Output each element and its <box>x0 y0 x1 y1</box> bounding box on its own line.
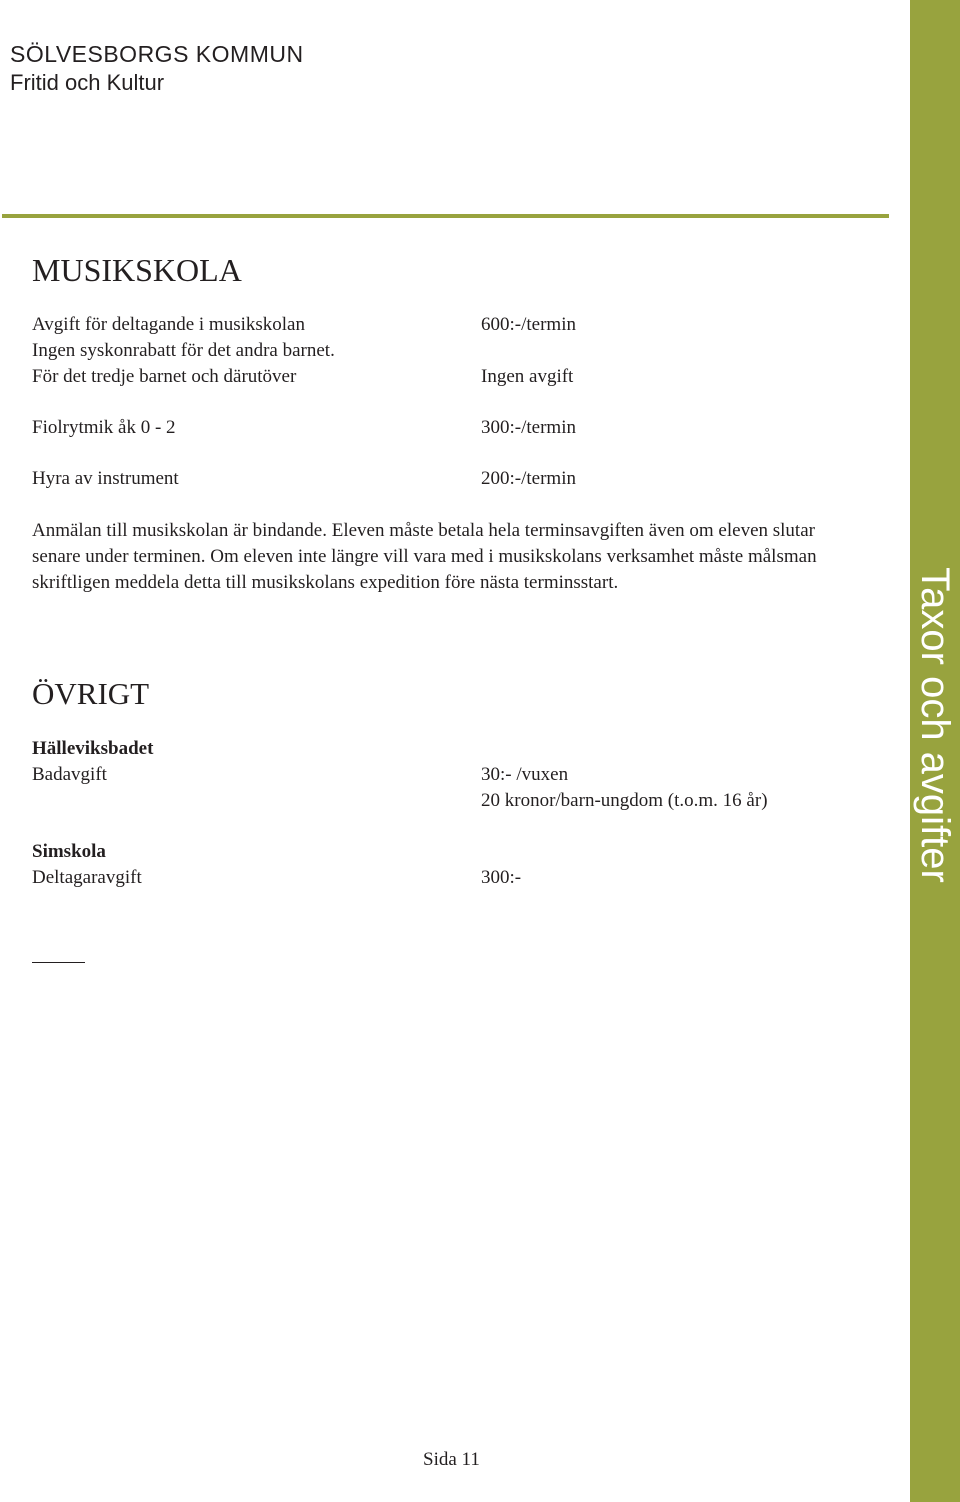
document-header <box>10 40 304 98</box>
fee-label: Avgift för deltagande i musikskolan <box>32 314 305 335</box>
registration-notice: Anmälan till musikskolan är bindande. Eleven måste betala hela terminsavgiften även om eleven slutar senare under terminen. Om eleven inte längre vill vara med i musikskolans verksamhet måste målsman skriftligen meddela detta till musikskolans expedition före nästa terminsstart. <box>32 520 817 593</box>
fee-value: 600:-/termin <box>481 314 576 335</box>
fee-value: 300:-/termin <box>481 417 576 438</box>
fee-label: För det tredje barnet och därutöver <box>32 366 297 387</box>
fee-value: 200:-/termin <box>481 468 576 489</box>
fee-label: Ingen syskonrabatt för det andra barnet. <box>32 340 335 361</box>
fee-value: 20 kronor/barn-ungdom (t.o.m. 16 år) <box>481 790 768 811</box>
fee-value: 30:- /vuxen <box>481 764 569 785</box>
section-title-musikskola: MUSIKSKOLA <box>32 252 242 288</box>
subheading-simskola: Simskola <box>32 841 106 862</box>
header-divider <box>2 214 889 218</box>
fee-label: Fiolrytmik åk 0 - 2 <box>32 417 176 438</box>
fee-value: Ingen avgift <box>481 366 574 387</box>
fee-label: Deltagaravgift <box>32 867 142 888</box>
organization-name: SÖLVESBORGS KOMMUN <box>10 41 304 67</box>
department-name: Fritid och Kultur <box>10 70 165 95</box>
footnote-divider <box>32 962 85 963</box>
page-number: Sida 11 <box>423 1449 480 1470</box>
fee-label: Badavgift <box>32 764 107 785</box>
subheading-halleviksbadet: Hälleviksbadet <box>32 738 154 759</box>
sidebar-label: Taxor och avgifter <box>913 567 957 883</box>
fee-value: 300:- <box>481 867 522 888</box>
fee-label: Hyra av instrument <box>32 468 179 489</box>
section-title-ovrigt: ÖVRIGT <box>32 676 150 711</box>
